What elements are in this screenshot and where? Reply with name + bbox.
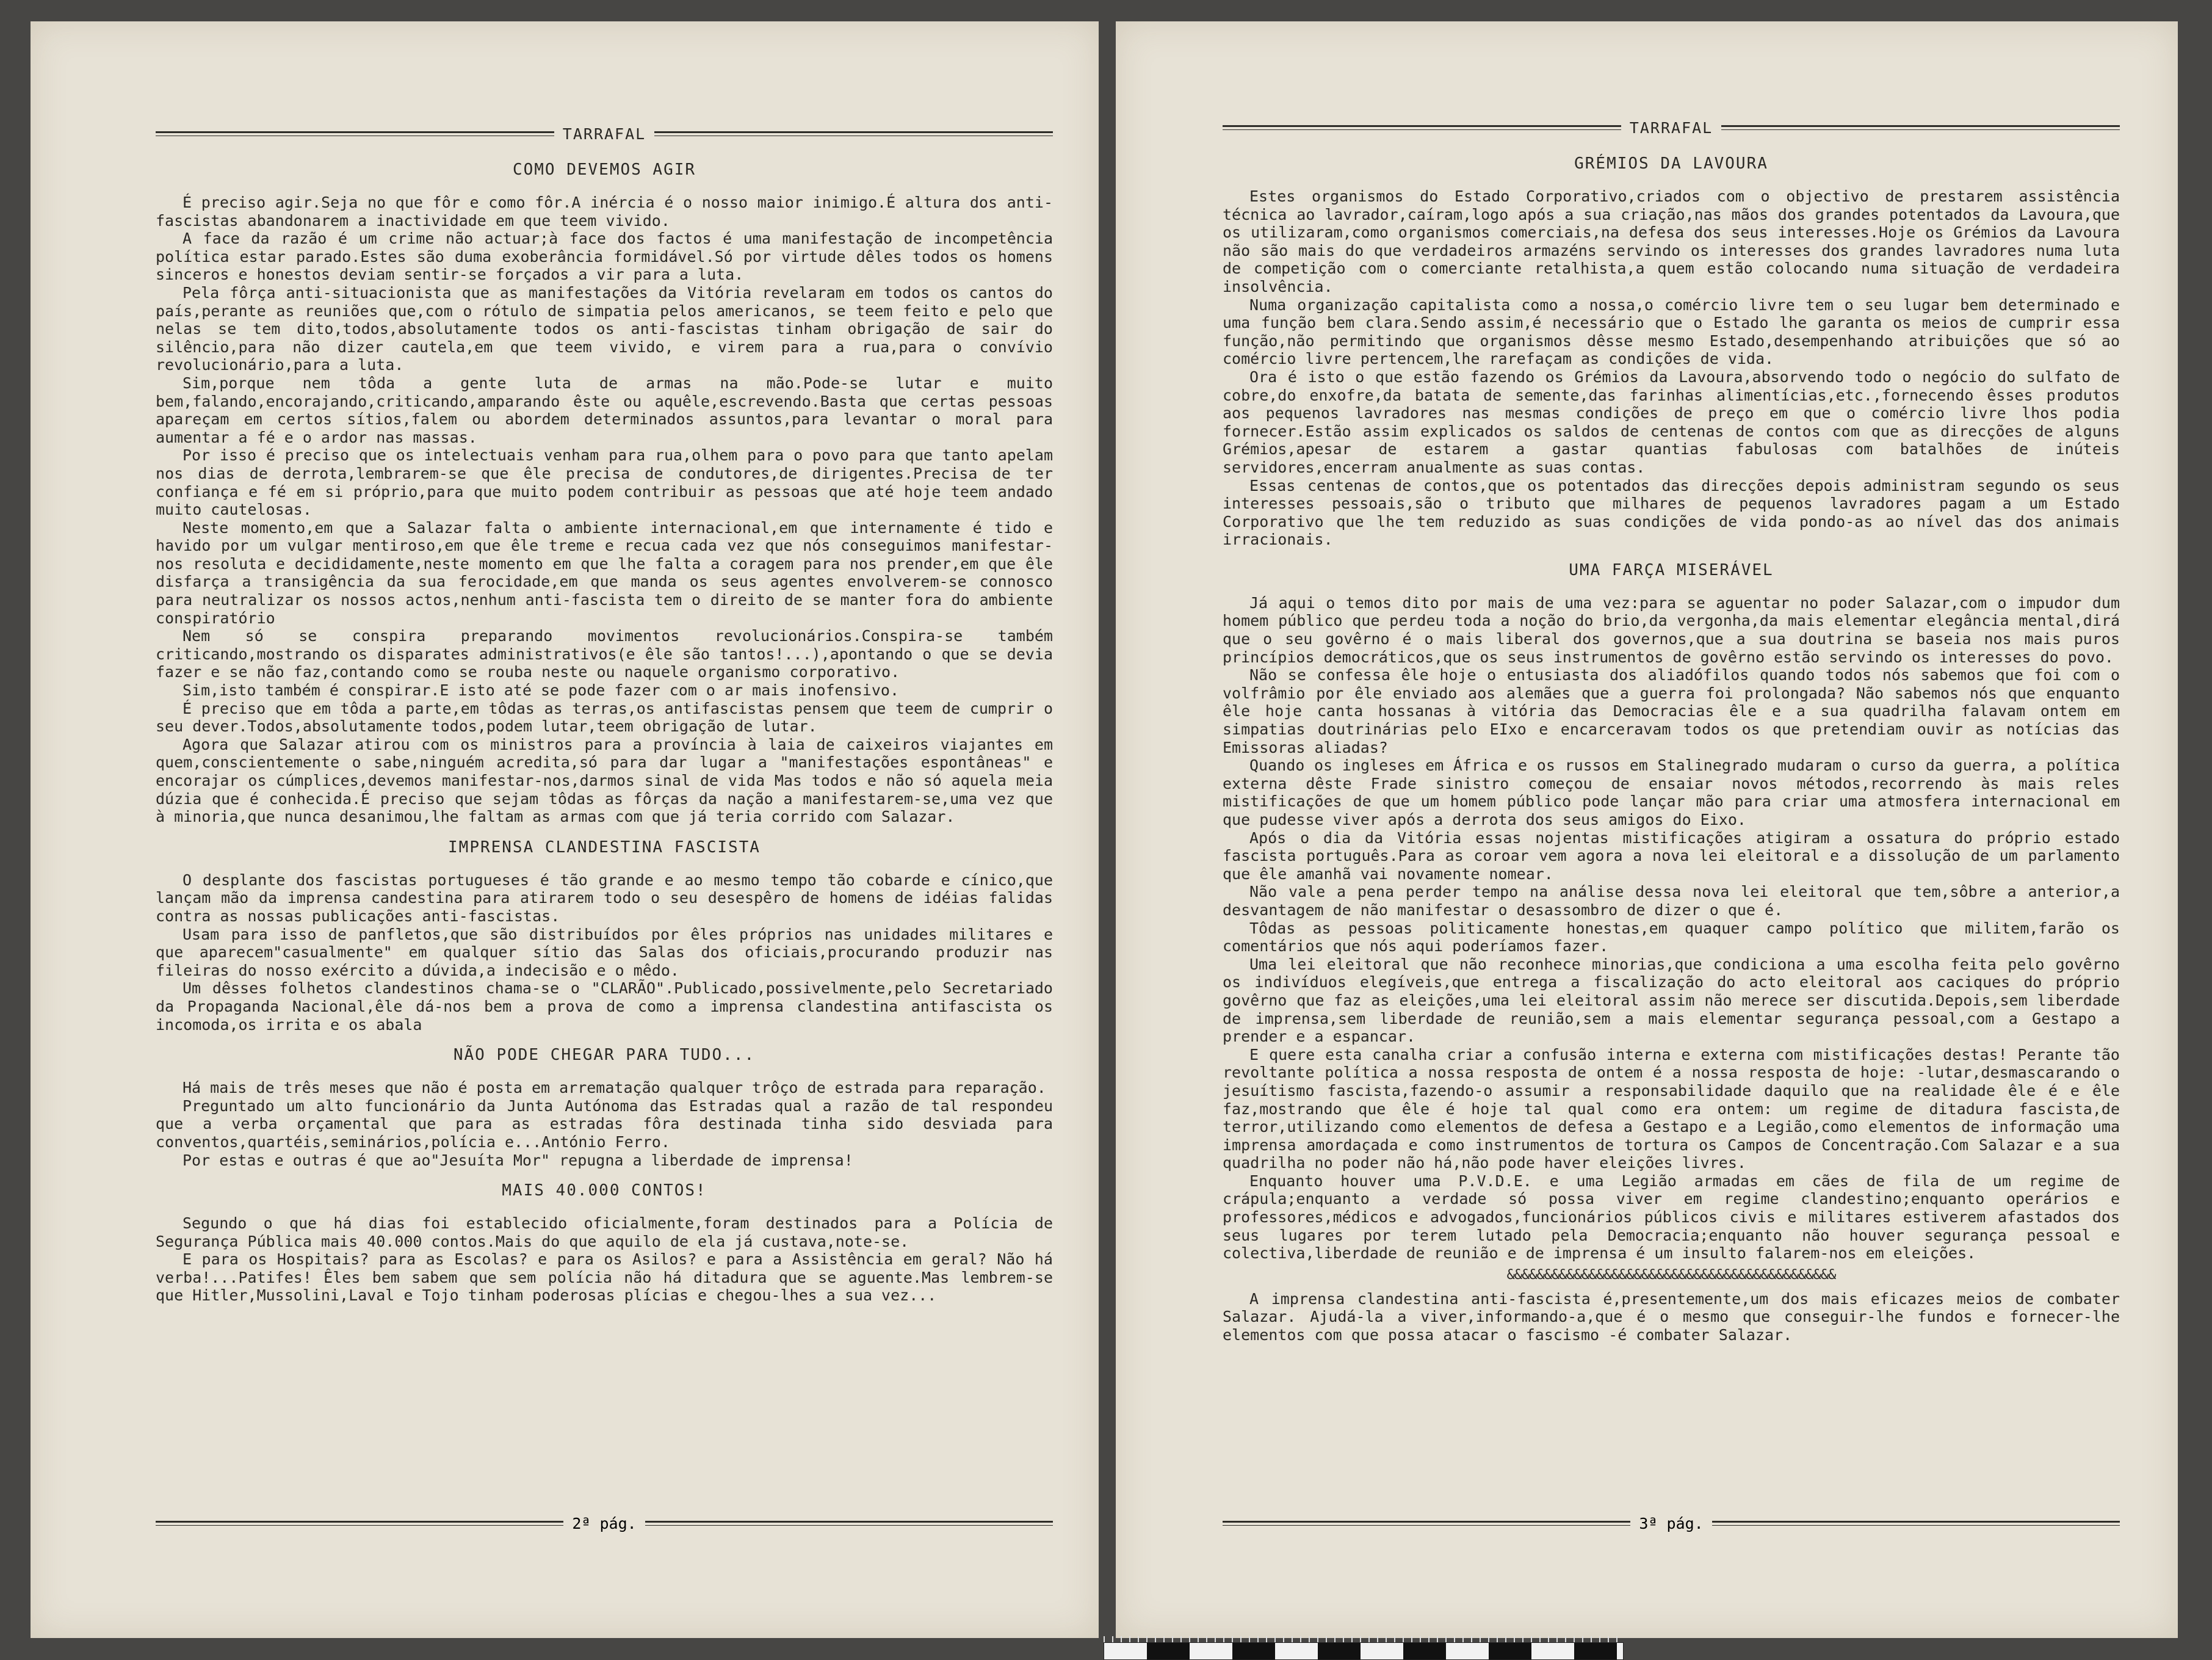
section-nao-pode-chegar	[156, 1046, 1053, 1169]
header-rule	[156, 131, 554, 136]
section-imprensa-clandestina-fascista	[156, 838, 1053, 1034]
scale-ruler	[1104, 1642, 1624, 1660]
paragraph: Enquanto houver uma P.V.D.E. e uma Legião armadas em cães de fila de um regime de crápula;enquanto a verdade só possa viver em regime clandestino;enquanto operários e professores,médicos e advogados,funcionários públicos civis e militares estiverem afastados dos seus lugares por terem lutado pela Democracia;enquanto não houver segurança pessoal e colectiva,liberdade de reunião e de imprensa é um insulto falarem-nos em eleições.	[1223, 1172, 2120, 1263]
paragraph: A face da razão é um crime não actuar;à face dos factos é uma manifestação de incompetência política estar parado.Estes são duma exoberância formidável.Só por virtude dêles todos os homens sinceros e honestos deviam sentir-se forçados a vir para a luta.	[156, 230, 1053, 284]
left-header-label: TARRAFAL	[562, 125, 646, 143]
paragraph: Um dêsses folhetos clandestinos chama-se o "CLARÃO".Publicado,possivelmente,pelo Secretariado da Propaganda Nacional,êle dá-nos bem a prova de como a imprensa clandestina antifascista os incomoda,os irrita e os abala	[156, 979, 1053, 1034]
paragraph: Por isso é preciso que os intelectuais venham para rua,olhem para o povo para que tanto apelam nos dias de derrota,lembrarem-se que êle precisa de condutores,de dirigentes.Precisa de ter confiança e fé em si próprio,para que muito podem contribuir as pessoas que até hoje teem andado muito cautelosas.	[156, 446, 1053, 519]
left-page-content	[156, 119, 1053, 1305]
left-page	[31, 21, 1099, 1638]
section-title: IMPRENSA CLANDESTINA FASCISTA	[448, 838, 761, 857]
right-page	[1116, 21, 2178, 1638]
paragraph: Preguntado um alto funcionário da Junta Autónoma das Estradas qual a razão de tal respondeu que a verba orçamental que para as estradas fôra destinada tinha sido desviada para conventos,quartéis,seminários,polícia e...António Ferro.	[156, 1096, 1053, 1151]
paragraph: É preciso agir.Seja no que fôr e como fôr.A inércia é o nosso maior inimigo.É altura dos anti-fascistas abandonarem a inactividade em que teem vivido.	[156, 194, 1053, 230]
scale-ruler-ticks	[1104, 1636, 1622, 1642]
paragraph: Por estas e outras é que ao"Jesuíta Mor" repugna a liberdade de imprensa!	[183, 1151, 853, 1169]
section-gremios-da-lavoura	[1223, 154, 2120, 549]
left-page-header	[156, 119, 1053, 148]
right-page-content	[1223, 113, 2120, 1344]
header-rule	[1721, 125, 2120, 130]
paragraph: Uma lei eleitoral que não reconhece minorias,que condiciona a uma escolha feita pelo govêrno os indivíduos elegíveis,que entrega a fiscalização do acto eleitoral aos caciques do próprio govêrno que faz as eleições,uma lei eleitoral assim não merece ser discutida.Depois,sem liberdade de imprensa,sem liberdade de reunião,sem a mais elementar segurança pessoal,com a Gestapo a prender e a espancar.	[1223, 955, 2120, 1046]
footer-rule	[1712, 1521, 2120, 1526]
footer-rule	[645, 1521, 1053, 1526]
paragraph: Já aqui o temos dito por mais de uma vez:para se aguentar no poder Salazar,com o impudor dum homem público que perdeu toda a noção do brio,da vergonha,da mais elementar elegância mental,dirá que o seu govêrno é o mais liberal dos governos,que a sua doutrina se baseia nos mais puros princípios democráticos,que os seus instrumentos de govêrno estão servindo os interesses do povo.	[1223, 593, 2120, 666]
section-title: MAIS 40.000 CONTOS!	[502, 1181, 707, 1200]
paragraph: Ora é isto o que estão fazendo os Grémios da Lavoura,absorvendo todo o negócio do sulfato de cobre,do enxofre,da batata de semente,das farinhas alimentícias,etc.,fornecendo êsses produtos aos pequenos lavradores nas mesmas condições de preço em que o comércio livre lhos podia fornecer.Estão assim explicados os saldos de centenas de contos com que as direcções de alguns Grémios,apesar de estarem a gastar quantias fabulosas com batalhões de inúteis servidores,encerram anualmente as suas contas.	[1223, 368, 2120, 476]
paragraph: Segundo o que há dias foi establecido oficialmente,foram destinados para a Polícia de Segurança Pública mais 40.000 contos.Mais do que aquilo de ela já custava,note-se.	[156, 1214, 1053, 1250]
paragraph: Estes organismos do Estado Corporativo,criados com o objectivo de prestarem assistência técnica ao lavrador,caíram,logo após a sua criação,nas mãos dos grandes potentados da Lavoura,que os utilizaram,como organismos comerciais,na defesa dos seus interesses.Hoje os Grémios da Lavoura não são mais do que verdadeiros armazéns servindo os interesses dos grandes lavradores numa luta de competição com o comerciante retalhista,a quem estão colocando numa situação de verdadeira insolvência.	[1223, 187, 2120, 295]
paragraph: Essas centenas de contos,que os potentados das direcções depois administram segundo os seus interesses pessoais,são o tributo que milhares de pequenos lavradores pagam a um Estado Corporativo que lhe tem reduzido as suas condições de vida pondo-as ao nível das dos animais irracionais.	[1223, 476, 2120, 549]
paragraph: Há mais de três meses que não é posta em arrematação qualquer trôço de estrada para reparação.	[183, 1079, 1046, 1097]
paragraph: Sim,porque nem tôda a gente luta de armas na mão.Pode-se lutar e muito bem,falando,encorajando,criticando,amparando êste ou aquêle,escrevendo.Basta que certas pessoas apareçam em certos sítios,falem ou abordem determinados assuntos,para levantar o moral para aumentar a fé e o ardor nas massas.	[156, 374, 1053, 446]
section-title: UMA FARÇA MISERÁVEL	[1569, 560, 1774, 579]
paragraph: Após o dia da Vitória essas nojentas mistificações atigiram a ossatura do próprio estado fascista português.Para as coroar vem agora a nova lei eleitoral e a dissolução de um parlamento que êle amanhã vai novamente nomear.	[1223, 828, 2120, 883]
section-uma-farca-miseravel	[1223, 561, 2120, 1263]
section-title: COMO DEVEMOS AGIR	[512, 161, 696, 179]
paragraph: Neste momento,em que a Salazar falta o ambiente internacional,em que internamente é tido e havido por um vulgar mentiroso,em que êle treme e recua cada vez que nós conseguimos manifestar-nos resoluta e decididamente,neste momento em que lhe falta a coragem para nos prender,em que êle disfarça a transigência da sua ferocidade,em que manda os seus agentes envolverem-se connosco para neutralizar os nossos actos,nenhum anti-fascista tem o direito de se manter fora do ambiente conspiratório	[156, 518, 1053, 627]
footer-rule	[1223, 1521, 1630, 1526]
section-como-devemos-agir	[156, 161, 1053, 826]
footer-rule	[156, 1521, 563, 1526]
paragraph: Sim,isto também é conspirar.E isto até se pode fazer com o ar mais inofensivo.	[183, 681, 899, 700]
paragraph: É preciso que em tôda a parte,em tôdas as terras,os antifascistas pensem que teem de cumprir o seu dever.Todos,absolutamente todos,podem lutar,teem obrigação de lutar.	[156, 699, 1053, 736]
paragraph: O desplante dos fascistas portugueses é tão grande e ao mesmo tempo tão cobarde e cínico,que lançam mão da imprensa candestina para atirarem todo o seu desespêro de homens de idéias falidas contra as nossas publicações anti-fascistas.	[156, 871, 1053, 925]
paragraph: Tôdas as pessoas politicamente honestas,em quaquer campo político que militem,farão os comentários que nós aqui poderíamos fazer.	[1223, 919, 2120, 955]
right-header-label: TARRAFAL	[1629, 118, 1713, 137]
paragraph: Numa organização capitalista como a nossa,o comércio livre tem o seu lugar bem determinado e uma função bem clara.Sendo assim,é necessário que o Estado lhe garanta os meios de cumprir essa função,não permitindo que organismos dêsse mesmo Estado,desempenhando atribuições que só ao comércio livre pertencem,lhe rarefaçam as condições de vida.	[1223, 295, 2120, 368]
paragraph: E quere esta canalha criar a confusão interna e externa com mistificações destas! Perante tão revoltante política a nossa resposta de ontem é a nossa resposta de hoje: -lutar,desmascarando o jesuítismo fascista,fazendo-o assumir a responsabilidade daquilo que na realidade êle é e êle faz,mostrando que êle é hoje tal qual como era ontem: um regime de ditadura fascista,de terror,utilizando como elementos de defesa a Gestapo e a Legião,como elementos de informação uma imprensa amordaçada e como instrumentos de tortura os Campos de Concentração.Com Salazar e a sua quadrilha no poder não há,não pode haver eleições livres.	[1223, 1045, 2120, 1172]
paragraph: Nem só se conspira preparando movimentos revolucionários.Conspira-se também criticando,mostrando os disparates administrativos(e êle são tantos!...),apontando o que se devia fazer e se não faz,contando como se rouba neste ou naquele organismo corporativo.	[156, 627, 1053, 681]
right-page-number: 3ª pág.	[1639, 1514, 1704, 1532]
ampersand-divider: &&&&&&&&&&&&&&&&&&&&&&&&&&&&&&&&&&&&&&&&&&&&	[1506, 1267, 1836, 1283]
paragraph: Não vale a pena perder tempo na análise dessa nova lei eleitoral que tem,sôbre a anterior,a desvantagem de não manifestar o desassombro de dizer o que é.	[1223, 883, 2120, 919]
right-page-footer	[1223, 1511, 2120, 1535]
right-page-header	[1223, 113, 2120, 142]
paragraph: Quando os ingleses em África e os russos em Stalinegrado mudaram o curso da guerra, a política externa dêste Frade sinistro começou de ensaiar novos métodos,recorrendo às mais reles mistificações de que um homem público pode lançar mão para criar uma atmosfera internacional em que pudesse viver após a derrota dos seus amigos do Eixo.	[1223, 756, 2120, 828]
paragraph: Pela fôrça anti-situacionista que as manifestações da Vitória revelaram em todos os cantos do país,perante as reuniões que,com o rótulo de simpatia pelos americanos, se teem feito e pelo que nelas se tem dito,todos,absolutamente todos os anti-fascistas tinham obrigação de sair do silêncio,para não dizer cautela,em que teem vivido, e virem para a rua,para o convívio revolucionário,para a luta.	[156, 283, 1053, 374]
paragraph: Usam para isso de panfletos,que são distribuídos por êles próprios nas unidades militares e que aparecem"casualmente" em qualquer sítio das Salas dos oficiais,procurando produzir nas fileiras do nosso exército a dúvida,a indecisão e o mêdo.	[156, 925, 1053, 979]
section-closing-appeal	[1223, 1290, 2120, 1344]
paragraph: E para os Hospitais? para as Escolas? e para os Asilos? e para a Assistência em geral? Não há verba!...Patifes! Êles bem sabem que sem polícia não há ditadura que se aguente.Mas lembrem-se que Hitler,Mussolini,Laval e Tojo tinham poderosas plícias e chegou-lhes a sua vez...	[156, 1250, 1053, 1305]
paragraph: Não se confessa êle hoje o entusiasta dos aliadófilos quando todos nós sabemos que foi com o volfrâmio por êle enviado aos alemães que a guerra foi prolongada? Não sabemos nós que enquanto êle hoje canta hossanas à vitória das Democracias êle e a sua quadrilha falavam ontem em simpatias doutrinárias pelo EIxo e encarceravam todos os que pretendiam ouvir as notícias das Emissoras aliadas?	[1223, 666, 2120, 756]
left-page-number: 2ª pág.	[572, 1514, 637, 1532]
paragraph: Agora que Salazar atirou com os ministros para a província à laia de caixeiros viajantes em quem,conscientemente o sabe,ninguém acredita,só para dar lugar a "manifestações espontâneas" e encorajar os cúmplices,devemos manifestar-nos,darmos sinal de vida Mas todos e não só aquela meia dúzia que é conhecida.É preciso que sejam tôdas as fôrças da nação a manifestarem-se,uma vez que à minoria,que nunca desanimou,lhe faltam as armas com que já teria corrido com Salazar.	[156, 735, 1053, 826]
section-title: GRÉMIOS DA LAVOURA	[1574, 154, 1768, 173]
paragraph: A imprensa clandestina anti-fascista é,presentemente,um dos mais eficazes meios de combater Salazar. Ajudá-la a viver,informando-a,que é o mesmo que conseguir-lhe fundos e fornecer-lhe elementos com que possa atacar o fascismo -é combater Salazar.	[1223, 1289, 2120, 1344]
section-mais-40000-contos	[156, 1181, 1053, 1305]
left-page-footer	[156, 1511, 1053, 1535]
header-rule	[654, 131, 1053, 136]
section-title: NÃO PODE CHEGAR PARA TUDO...	[453, 1046, 756, 1065]
header-rule	[1223, 125, 1621, 130]
